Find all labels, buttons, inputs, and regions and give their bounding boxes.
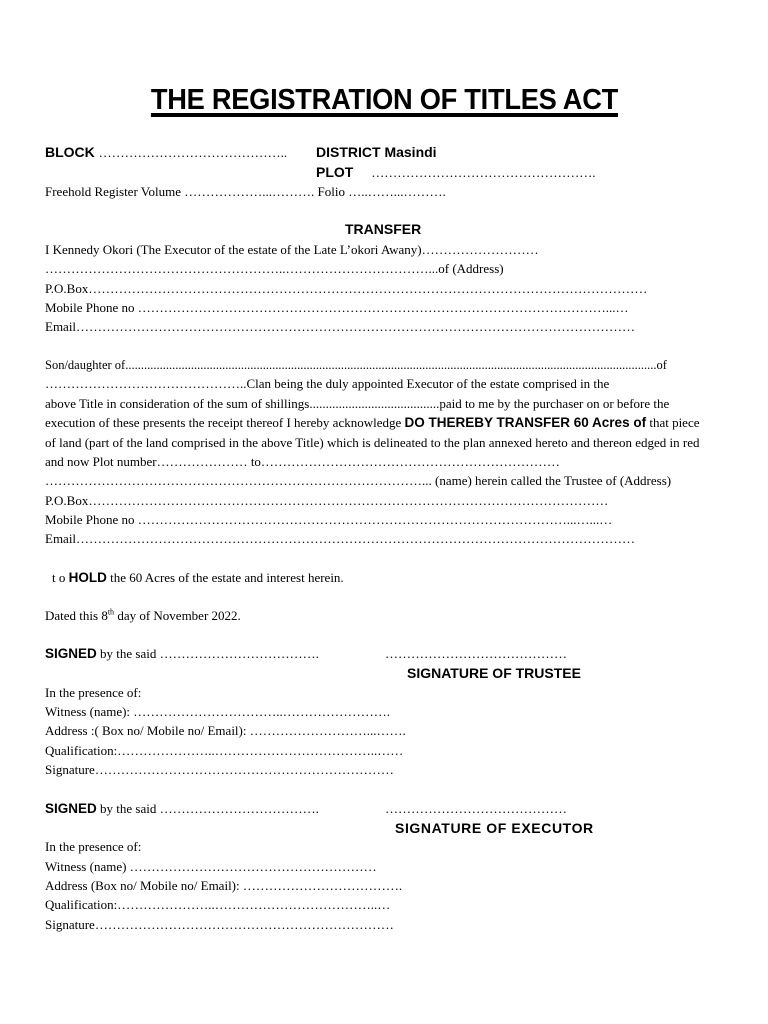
signature2-line: Signature……………………………………………………………: [45, 917, 394, 932]
consideration-line: above Title in consideration of the sum of shillings........................................paid to me by the purchaser on or before the: [45, 396, 670, 411]
presence2-line: In the presence of:: [45, 839, 142, 854]
document-title: THE REGISTRATION OF TITLES ACT: [150, 84, 618, 116]
executor-signature-dots: ……………………………………: [385, 801, 567, 816]
pobox2-line: P.O.Box…………………………………………………………………………………………………………: [45, 493, 609, 508]
signed-trustee-line: SIGNED by the said ……………………………….: [45, 646, 319, 661]
receipt-line: execution of these presents the receipt thereof I hereby acknowledge DO THEREBY TRANSFER 60 Acres of that piece: [45, 415, 700, 430]
clan-line: ………………………………………..Clan being the duly appointed Executor of the estate comprised in the: [45, 376, 610, 391]
block-field: BLOCK ……………………………………..: [45, 144, 288, 160]
signature1-line: Signature……………………………………………………………: [45, 762, 394, 777]
plot-number-line: and now Plot number………………… to……………………………………………………………: [45, 454, 560, 469]
land-line: of land (part of the land comprised in the above Title) which is delineated to the plan annexed hereto and thereon edged in red: [45, 435, 700, 450]
district-field: DISTRICT Masindi: [316, 144, 437, 160]
witness1-line: Witness (name): ……………………………..…………………….: [45, 704, 391, 719]
trustee-line: ……………………………………………………………………………... (name) herein called the Trustee of (Address): [45, 473, 672, 488]
dated-line: Dated this 8th day of November 2022.: [45, 607, 241, 623]
trustee-signature-label: SIGNATURE OF TRUSTEE: [407, 665, 581, 681]
hold-line: t o HOLD the 60 Acres of the estate and interest herein.: [52, 570, 344, 585]
plot-field: PLOT …………………………………………….: [316, 164, 596, 180]
pobox-line: P.O.Box…………………………………………………………………………………………………………………: [45, 281, 648, 296]
qualification2-line: Qualification:…………………..………………………………..…: [45, 897, 391, 912]
transfer-heading: TRANSFER: [345, 221, 422, 237]
address1-line: Address :( Box no/ Mobile no/ Email): ………………………...…….: [45, 723, 406, 738]
freehold-register-line: Freehold Register Volume ………………...………. Folio …..……...……….: [45, 184, 446, 199]
presence1-line: In the presence of:: [45, 685, 142, 700]
address2-line: Address (Box no/ Mobile no/ Email): ……………………………….: [45, 878, 403, 893]
executor-line: I Kennedy Okori (The Executor of the estate of the Late L’okori Awany)………………………: [45, 242, 539, 257]
address-line: ………………………………………………..……………………………...of (Address): [45, 261, 504, 276]
mobile2-line: Mobile Phone no ………………………………………………………………………………………...…...…: [45, 512, 613, 527]
trustee-signature-dots: ……………………………………: [385, 646, 567, 661]
email2-line: Email…………………………………………………………………………………………………………………: [45, 531, 636, 546]
witness2-line: Witness (name) …………………………………………………: [45, 859, 377, 874]
qualification1-line: Qualification:…………………..………………………………..……: [45, 743, 404, 758]
signed-executor-line: SIGNED by the said ……………………………….: [45, 801, 319, 816]
email-line: Email…………………………………………………………………………………………………………………: [45, 319, 636, 334]
mobile-line: Mobile Phone no ………………………………………………………………………………………………...…: [45, 300, 629, 315]
executor-signature-label: SIGNATURE OF EXECUTOR: [395, 820, 594, 836]
son-of-line: Son/daughter of..........................................................................................................................................................................of: [45, 358, 667, 372]
